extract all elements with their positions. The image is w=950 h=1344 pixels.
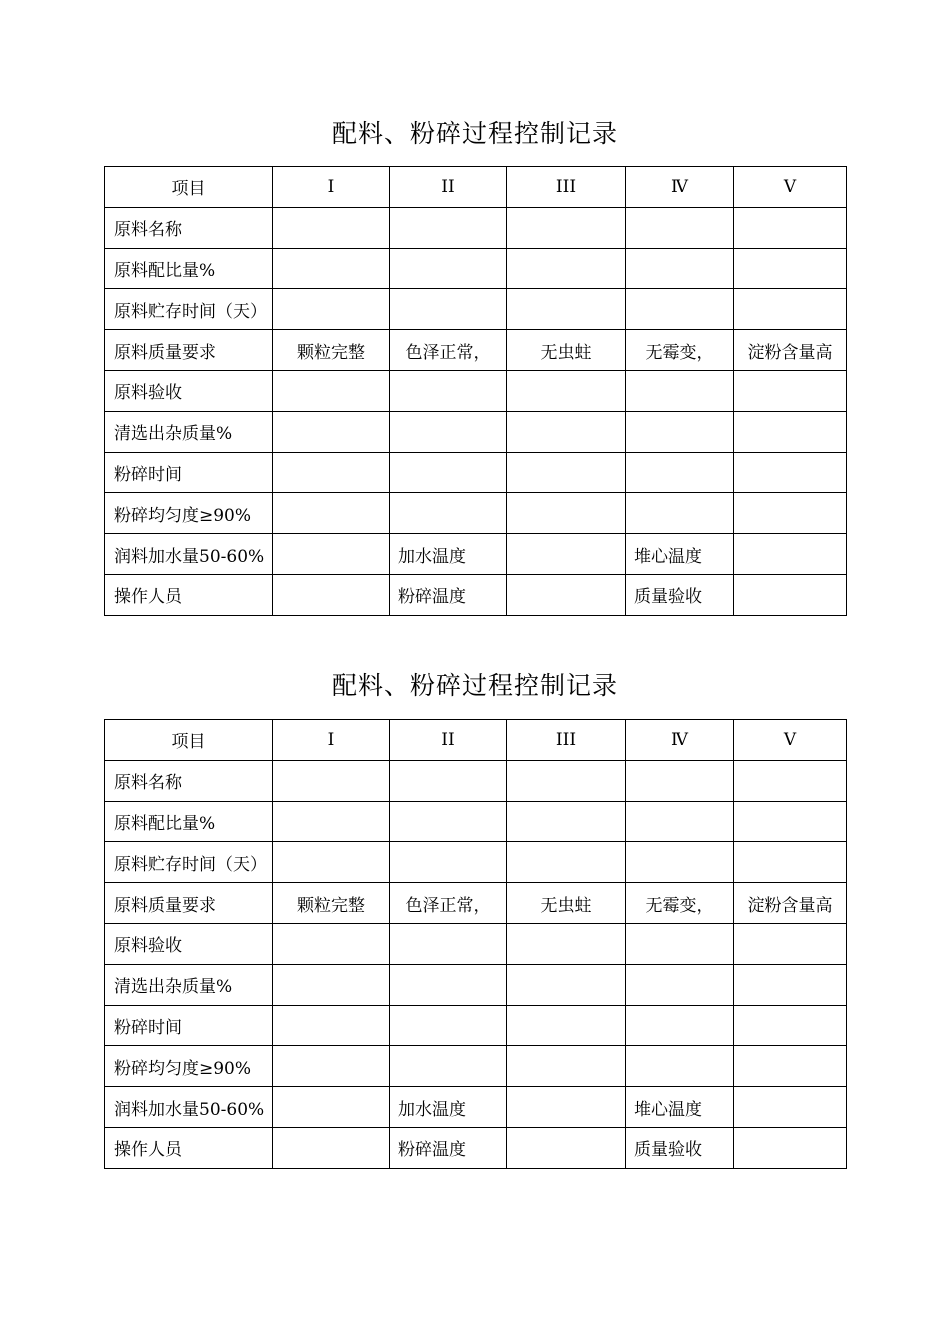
entry-cell[interactable] xyxy=(273,534,390,575)
entry-cell[interactable] xyxy=(507,1005,626,1046)
entry-cell[interactable] xyxy=(507,574,626,615)
entry-cell[interactable] xyxy=(390,493,507,534)
entry-cell[interactable] xyxy=(390,289,507,330)
entry-cell[interactable] xyxy=(734,923,847,964)
requirement-cell: 无虫蛀 xyxy=(507,883,626,924)
row-label: 原料配比量% xyxy=(105,248,273,289)
entry-cell[interactable] xyxy=(507,493,626,534)
entry-cell[interactable] xyxy=(626,842,734,883)
entry-cell[interactable] xyxy=(507,289,626,330)
entry-cell[interactable] xyxy=(507,760,626,801)
entry-cell[interactable] xyxy=(507,842,626,883)
entry-cell[interactable] xyxy=(390,207,507,248)
entry-cell[interactable] xyxy=(626,452,734,493)
requirement-cell: 无霉变， xyxy=(626,883,734,924)
table-row xyxy=(105,534,847,575)
control-record-table xyxy=(104,166,847,616)
row-label: 原料验收 xyxy=(105,370,273,411)
requirement-cell: 色泽正常， xyxy=(390,330,507,371)
table-row xyxy=(105,248,847,289)
row-label: 操作人员 xyxy=(105,574,273,615)
entry-cell[interactable] xyxy=(734,574,847,615)
entry-cell[interactable] xyxy=(390,248,507,289)
entry-cell[interactable] xyxy=(273,452,390,493)
column-header-5: V xyxy=(734,720,847,761)
column-header-item: 项目 xyxy=(105,720,273,761)
entry-cell[interactable] xyxy=(734,289,847,330)
entry-cell[interactable] xyxy=(507,964,626,1005)
entry-cell[interactable] xyxy=(734,411,847,452)
table-row xyxy=(105,842,847,883)
entry-cell[interactable] xyxy=(273,1046,390,1087)
table-row xyxy=(105,964,847,1005)
table-row xyxy=(105,289,847,330)
table-row xyxy=(105,1087,847,1128)
entry-cell[interactable] xyxy=(626,207,734,248)
table-row xyxy=(105,801,847,842)
entry-cell[interactable] xyxy=(273,1087,390,1128)
table-row xyxy=(105,493,847,534)
sub-label: 粉碎温度 xyxy=(390,1127,507,1168)
entry-cell[interactable] xyxy=(390,411,507,452)
entry-cell[interactable] xyxy=(273,493,390,534)
entry-cell[interactable] xyxy=(734,842,847,883)
column-header-1: I xyxy=(273,167,390,208)
row-label: 粉碎均匀度≥90% xyxy=(105,1046,273,1087)
entry-cell[interactable] xyxy=(273,923,390,964)
requirement-cell: 颗粒完整 xyxy=(273,330,390,371)
entry-cell[interactable] xyxy=(734,1127,847,1168)
row-label: 原料验收 xyxy=(105,923,273,964)
entry-cell[interactable] xyxy=(626,493,734,534)
sub-label: 质量验收 xyxy=(626,574,734,615)
entry-cell[interactable] xyxy=(734,370,847,411)
entry-cell[interactable] xyxy=(734,207,847,248)
entry-cell[interactable] xyxy=(390,1005,507,1046)
table-row xyxy=(105,1127,847,1168)
column-header-5: V xyxy=(734,167,847,208)
entry-cell[interactable] xyxy=(734,801,847,842)
requirement-cell: 无虫蛀 xyxy=(507,330,626,371)
entry-cell[interactable] xyxy=(626,248,734,289)
entry-cell[interactable] xyxy=(507,1087,626,1128)
entry-cell[interactable] xyxy=(390,842,507,883)
form-title: 配料、粉碎过程控制记录 xyxy=(331,671,618,700)
row-label: 粉碎时间 xyxy=(105,452,273,493)
requirement-cell: 淀粉含量高 xyxy=(734,883,847,924)
column-header-3: III xyxy=(507,167,626,208)
entry-cell[interactable] xyxy=(390,452,507,493)
entry-cell[interactable] xyxy=(507,411,626,452)
table-row xyxy=(105,207,847,248)
entry-cell[interactable] xyxy=(626,1046,734,1087)
requirement-cell: 无霉变， xyxy=(626,330,734,371)
table-header-row xyxy=(105,167,847,208)
entry-cell[interactable] xyxy=(507,923,626,964)
entry-cell[interactable] xyxy=(626,760,734,801)
entry-cell[interactable] xyxy=(626,411,734,452)
entry-cell[interactable] xyxy=(734,1087,847,1128)
table-row xyxy=(105,1046,847,1087)
sub-label: 加水温度 xyxy=(390,1087,507,1128)
entry-cell[interactable] xyxy=(390,923,507,964)
control-record-table xyxy=(104,719,847,1169)
entry-cell[interactable] xyxy=(507,370,626,411)
row-label: 润料加水量50-60% xyxy=(105,534,273,575)
row-label: 原料质量要求 xyxy=(105,883,273,924)
entry-cell[interactable] xyxy=(626,1005,734,1046)
entry-cell[interactable] xyxy=(507,534,626,575)
entry-cell[interactable] xyxy=(626,370,734,411)
entry-cell[interactable] xyxy=(507,452,626,493)
entry-cell[interactable] xyxy=(507,1127,626,1168)
entry-cell[interactable] xyxy=(273,842,390,883)
table-row xyxy=(105,370,847,411)
sub-label: 粉碎温度 xyxy=(390,574,507,615)
entry-cell[interactable] xyxy=(273,207,390,248)
entry-cell[interactable] xyxy=(626,964,734,1005)
row-label: 操作人员 xyxy=(105,1127,273,1168)
entry-cell[interactable] xyxy=(734,1005,847,1046)
row-label: 原料名称 xyxy=(105,207,273,248)
table-header-row xyxy=(105,720,847,761)
column-header-2: II xyxy=(390,167,507,208)
requirement-cell: 色泽正常， xyxy=(390,883,507,924)
sub-label: 堆心温度 xyxy=(626,1087,734,1128)
entry-cell[interactable] xyxy=(273,760,390,801)
sub-label: 堆心温度 xyxy=(626,534,734,575)
entry-cell[interactable] xyxy=(273,1005,390,1046)
column-header-item: 项目 xyxy=(105,167,273,208)
entry-cell[interactable] xyxy=(390,801,507,842)
row-label: 粉碎时间 xyxy=(105,1005,273,1046)
entry-cell[interactable] xyxy=(390,1046,507,1087)
entry-cell[interactable] xyxy=(734,493,847,534)
column-header-3: III xyxy=(507,720,626,761)
requirement-cell: 颗粒完整 xyxy=(273,883,390,924)
entry-cell[interactable] xyxy=(734,248,847,289)
entry-cell[interactable] xyxy=(273,248,390,289)
row-label: 润料加水量50-60% xyxy=(105,1087,273,1128)
table-row xyxy=(105,330,847,371)
column-header-2: II xyxy=(390,720,507,761)
row-label: 原料名称 xyxy=(105,760,273,801)
table-row xyxy=(105,760,847,801)
entry-cell[interactable] xyxy=(273,574,390,615)
row-label: 原料配比量% xyxy=(105,801,273,842)
entry-cell[interactable] xyxy=(390,760,507,801)
entry-cell[interactable] xyxy=(734,452,847,493)
row-label: 清选出杂质量% xyxy=(105,964,273,1005)
entry-cell[interactable] xyxy=(507,207,626,248)
row-label: 原料贮存时间（天） xyxy=(105,842,273,883)
entry-cell[interactable] xyxy=(390,370,507,411)
row-label: 清选出杂质量% xyxy=(105,411,273,452)
requirement-cell: 淀粉含量高 xyxy=(734,330,847,371)
row-label: 粉碎均匀度≥90% xyxy=(105,493,273,534)
entry-cell[interactable] xyxy=(734,964,847,1005)
table-row xyxy=(105,411,847,452)
entry-cell[interactable] xyxy=(734,534,847,575)
entry-cell[interactable] xyxy=(273,801,390,842)
entry-cell[interactable] xyxy=(626,923,734,964)
sub-label: 质量验收 xyxy=(626,1127,734,1168)
entry-cell[interactable] xyxy=(390,964,507,1005)
row-label: 原料贮存时间（天） xyxy=(105,289,273,330)
row-label: 原料质量要求 xyxy=(105,330,273,371)
sub-label: 加水温度 xyxy=(390,534,507,575)
table-row xyxy=(105,923,847,964)
entry-cell[interactable] xyxy=(273,964,390,1005)
entry-cell[interactable] xyxy=(507,801,626,842)
entry-cell[interactable] xyxy=(507,248,626,289)
entry-cell[interactable] xyxy=(273,289,390,330)
entry-cell[interactable] xyxy=(734,1046,847,1087)
form-title: 配料、粉碎过程控制记录 xyxy=(331,119,618,148)
table-row xyxy=(105,574,847,615)
entry-cell[interactable] xyxy=(273,370,390,411)
table-row xyxy=(105,1005,847,1046)
entry-cell[interactable] xyxy=(626,801,734,842)
entry-cell[interactable] xyxy=(273,1127,390,1168)
column-header-4: Ⅳ xyxy=(626,720,734,761)
table-row xyxy=(105,452,847,493)
column-header-4: Ⅳ xyxy=(626,167,734,208)
table-row xyxy=(105,883,847,924)
entry-cell[interactable] xyxy=(507,1046,626,1087)
entry-cell[interactable] xyxy=(273,411,390,452)
entry-cell[interactable] xyxy=(626,289,734,330)
column-header-1: I xyxy=(273,720,390,761)
entry-cell[interactable] xyxy=(734,760,847,801)
